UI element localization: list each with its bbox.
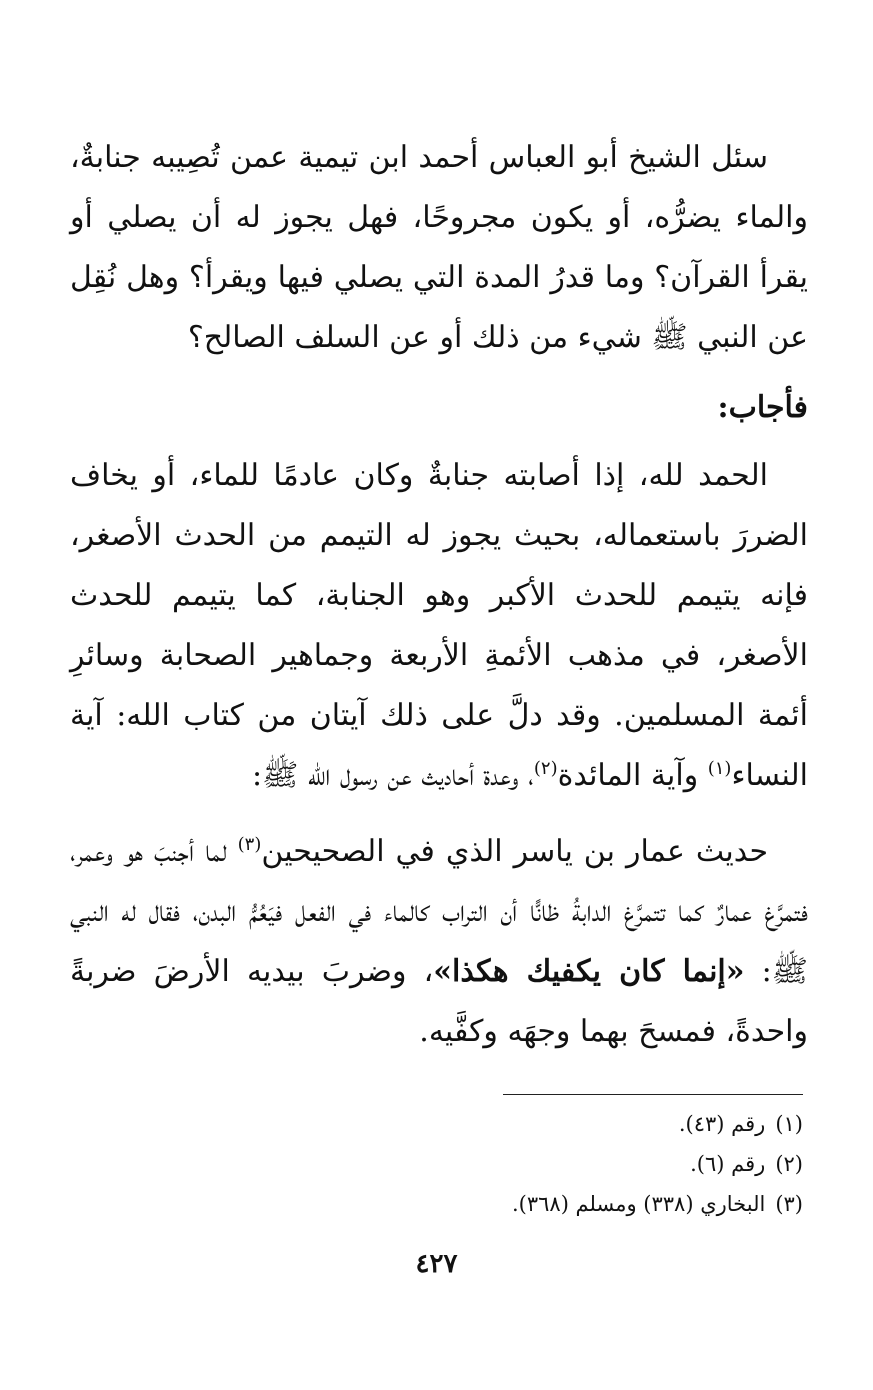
footnote-2 — [65, 1144, 803, 1184]
page-body — [70, 128, 808, 1062]
footnote-text: البخاري (٣٣٨) ومسلم (٣٦٨). — [511, 1192, 766, 1216]
footnote-text: رقم (٤٣). — [678, 1112, 766, 1136]
footnote-3 — [65, 1184, 803, 1224]
footnote-1 — [65, 1104, 803, 1144]
answer-2-text-b: لما أجنبَ هو وعمر، فتمرَّغ عمارٌ كما تتمرَّغ الدابةُ ظانًّا أن التراب كالماء في الفعل فيَعُمُّ البدن، فقال له النبي ﷺ: — [70, 834, 809, 989]
answer-1-text-b: وآية المائدة — [557, 758, 708, 793]
answer-1-text-c: ، وعدة أحاديث عن رسول الله ﷺ: — [252, 758, 534, 793]
answer-2-text-c: ، وضربَ بيديه الأرضَ ضربةً واحدةً، فمسحَ بهما وجهَه وكفَّيه. — [70, 954, 808, 1049]
footnote-number: (٢) — [775, 1152, 803, 1176]
footnote-ref-1: (١) — [707, 758, 732, 779]
answer-paragraph-1 — [70, 446, 808, 806]
footnotes — [65, 1104, 803, 1224]
answer-paragraph-2 — [70, 822, 808, 1062]
footnote-separator — [503, 1094, 803, 1095]
footnote-ref-2: (٢) — [533, 758, 558, 779]
prophet-quote: «إنما كان يكفيك هكذا» — [433, 954, 745, 989]
answer-1-text-a: الحمد لله، إذا أصابته جنابةٌ وكان عادمًا للماء، أو يخاف الضررَ باستعماله، بحيث يجوز له التيمم من الحدث الأصغر، فإنه يتيمم للحدث الأكبر وهو الجنابة، كما يتيمم للحدث الأصغر، في مذهب الأئمةِ الأربعة وجماهير الصحابة وسائرِ أئمة المسلمين. وقد دلَّ على ذلك آيتان من كتاب الله: آية النساء — [70, 458, 808, 793]
footnote-ref-3: (٣) — [237, 834, 262, 855]
footnote-number: (١) — [775, 1112, 803, 1136]
answer-2-text-a: حديث عمار بن ياسر الذي في الصحيحين — [261, 834, 768, 869]
page-number: ٤٢٧ — [415, 1249, 458, 1279]
footnote-number: (٣) — [775, 1192, 803, 1216]
question-paragraph: سئل الشيخ أبو العباس أحمد ابن تيمية عمن تُصِيبه جنابةٌ، والماء يضرُّه، أو يكون مجروحًا، فهل يجوز له أن يصلي أو يقرأ القرآن؟ وما قدرُ المدة التي يصلي فيها ويقرأ؟ وهل نُقِل عن النبي ﷺ شيء من ذلك أو عن السلف الصالح؟ — [70, 140, 808, 355]
answer-label: فأجاب: — [717, 390, 808, 425]
footnote-text: رقم (٦). — [690, 1152, 766, 1176]
